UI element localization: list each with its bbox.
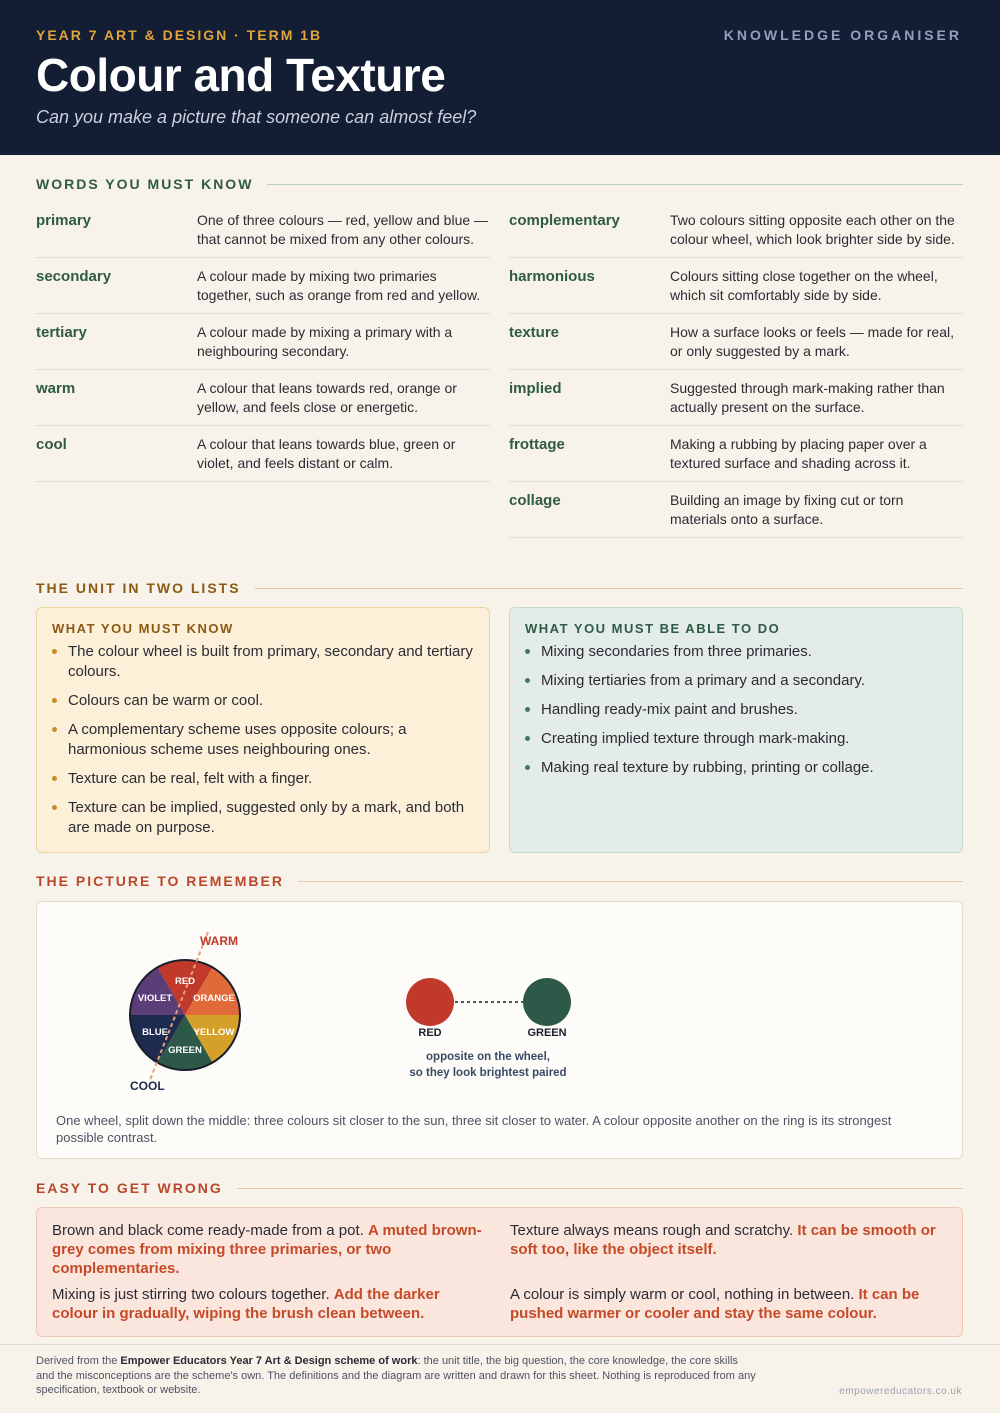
list-item-text: Creating implied texture through mark-making. <box>541 730 850 747</box>
must-know-box <box>36 607 490 853</box>
must-do-title: WHAT YOU MUST BE ABLE TO DO <box>525 621 781 636</box>
page-title: Colour and Texture <box>36 49 446 101</box>
pair-label-red: RED <box>418 1027 442 1039</box>
footer-pre: Derived from the <box>36 1355 121 1367</box>
list-item <box>52 691 474 711</box>
wheel-label-orange: ORANGE <box>193 993 235 1004</box>
vocab-row <box>509 258 963 314</box>
pair-caption-line-2: so they look brightest paired <box>409 1067 567 1079</box>
bullet-icon <box>52 805 57 810</box>
list-item <box>525 700 947 720</box>
vocab-term: harmonious <box>509 268 595 285</box>
vocab-term: complementary <box>509 212 620 229</box>
page-subtitle: Can you make a picture that someone can almost feel? <box>36 107 477 127</box>
list-item-text: Mixing secondaries from three primaries. <box>541 643 812 660</box>
warm-label: WARM <box>200 934 238 948</box>
list-item <box>525 642 947 662</box>
section-heading-lists <box>36 578 963 598</box>
cool-label: COOL <box>130 1079 165 1093</box>
vocab-column-left <box>36 202 490 482</box>
section-title-lists: THE UNIT IN TWO LISTS <box>36 580 241 596</box>
vocab-definition: Two colours sitting opposite each other on the colour wheel, which look brighter side by side. <box>670 212 955 247</box>
vocab-definition: Suggested through mark-making rather than actually present on the surface. <box>670 380 945 415</box>
bullet-icon <box>52 776 57 781</box>
wheel-label-green: GREEN <box>168 1045 202 1056</box>
pair-swatch-red <box>406 978 454 1026</box>
footer-url: empowereducators.co.uk <box>839 1386 962 1397</box>
vocab-term: primary <box>36 212 92 229</box>
misconception-myth: Brown and black come ready-made from a pot. <box>52 1222 364 1239</box>
misconception-item <box>52 1221 484 1278</box>
list-item <box>525 758 947 778</box>
list-item <box>52 769 474 789</box>
vocab-definition: A colour that leans towards blue, green or violet, and feels distant or calm. <box>197 436 456 471</box>
list-item-text: Making real texture by rubbing, printing or collage. <box>541 759 874 776</box>
section-title-wrong: EASY TO GET WRONG <box>36 1180 223 1196</box>
vocab-term: secondary <box>36 268 112 285</box>
pair-label-green: GREEN <box>527 1027 567 1039</box>
list-item-text: Mixing tertiaries from a primary and a secondary. <box>541 672 866 689</box>
vocab-definition: Making a rubbing by placing paper over a textured surface and shading across it. <box>670 436 927 471</box>
section-heading-picture <box>36 871 963 891</box>
misconception-fix: A muted brown-grey comes from mixing three primaries, or two complementaries. <box>52 1222 482 1277</box>
diagram-caption: One wheel, split down the middle: three colours sit closer to the sun, three sit closer to water. A colour opposite another on the ring is its strongest possible contrast. <box>56 1113 892 1145</box>
vocab-definition: One of three colours — red, yellow and blue — that cannot be mixed from any other colours. <box>197 212 489 247</box>
course-kicker: YEAR 7 ART & DESIGN · TERM 1B <box>36 27 323 43</box>
vocab-definition: A colour that leans towards red, orange or yellow, and feels close or energetic. <box>197 380 457 415</box>
misconception-fix: It can be smooth or soft too, like the object itself. <box>510 1222 936 1258</box>
vocab-row <box>36 426 490 482</box>
vocab-row <box>509 202 963 258</box>
section-rule <box>255 588 963 589</box>
pair-caption-line-1: opposite on the wheel, <box>426 1051 550 1063</box>
wheel-label-yellow: YELLOW <box>193 1027 235 1038</box>
diagram-panel <box>36 901 963 1159</box>
vocab-term: warm <box>36 380 76 397</box>
document-type-badge: KNOWLEDGE ORGANISER <box>723 27 962 43</box>
bullet-icon <box>525 765 530 770</box>
misconception-myth: Texture always means rough and scratchy. <box>510 1222 794 1239</box>
section-title-picture: THE PICTURE TO REMEMBER <box>36 873 284 889</box>
vocab-term: tertiary <box>36 324 87 341</box>
misconception-item <box>52 1285 484 1323</box>
list-item-text: The colour wheel is built from primary, secondary and tertiary colours. <box>68 643 473 680</box>
footer-divider <box>0 1344 1000 1345</box>
bullet-icon <box>525 736 530 741</box>
vocab-row <box>36 258 490 314</box>
list-item-text: Handling ready-mix paint and brushes. <box>541 701 798 718</box>
bullet-icon <box>525 707 530 712</box>
misconception-fix: Add the darker colour in gradually, wiping the brush clean between. <box>52 1286 440 1322</box>
misconception-item <box>510 1285 942 1323</box>
header-banner <box>0 0 1000 155</box>
misconception-myth: A colour is simply warm or cool, nothing in between. <box>510 1286 855 1303</box>
vocab-term: frottage <box>509 436 565 453</box>
colour-diagram <box>37 902 962 1107</box>
vocab-row <box>509 370 963 426</box>
bullet-icon <box>525 649 530 654</box>
footer-attribution <box>36 1354 756 1398</box>
list-item-text: A complementary scheme uses opposite colours; a harmonious scheme uses neighbouring ones. <box>68 721 407 758</box>
vocab-row <box>509 482 963 538</box>
must-do-box <box>509 607 963 853</box>
list-item <box>525 729 947 749</box>
section-title-words: WORDS YOU MUST KNOW <box>36 176 254 192</box>
list-item-text: Texture can be implied, suggested only by a mark, and both are made on purpose. <box>68 799 465 836</box>
vocab-row <box>36 370 490 426</box>
list-item <box>52 798 474 838</box>
vocab-definition: How a surface looks or feels — made for real, or only suggested by a mark. <box>670 324 955 359</box>
complementary-pair <box>406 978 571 1079</box>
wheel-label-violet: VIOLET <box>137 993 173 1004</box>
vocab-definition: A colour made by mixing two primaries together, such as orange from red and yellow. <box>197 268 481 303</box>
pair-swatch-green <box>523 978 571 1026</box>
colour-wheel <box>130 932 240 1093</box>
misconception-item <box>510 1221 942 1259</box>
list-item <box>52 720 474 760</box>
vocab-term: implied <box>509 380 562 397</box>
section-heading-wrong <box>36 1178 963 1198</box>
list-item-text: Texture can be real, felt with a finger. <box>68 770 313 787</box>
vocab-row <box>36 202 490 258</box>
vocab-definition: Colours sitting close together on the wheel, which sit comfortably side by side. <box>670 268 938 303</box>
vocab-row <box>36 314 490 370</box>
bullet-icon <box>52 727 57 732</box>
section-rule <box>298 881 963 882</box>
vocab-definition: Building an image by fixing cut or torn materials onto a surface. <box>670 492 904 527</box>
vocab-term: collage <box>509 492 561 509</box>
section-rule <box>267 184 963 185</box>
vocab-row <box>509 314 963 370</box>
footer-source: Empower Educators Year 7 Art & Design scheme of work <box>120 1355 418 1367</box>
misconception-myth: Mixing is just stirring two colours together. <box>52 1286 330 1303</box>
bullet-icon <box>52 698 57 703</box>
list-item-text: Colours can be warm or cool. <box>68 692 264 709</box>
list-item <box>52 642 474 682</box>
must-know-title: WHAT YOU MUST KNOW <box>52 621 234 636</box>
vocab-term: cool <box>36 436 67 453</box>
vocab-column-right <box>509 202 963 538</box>
bullet-icon <box>525 678 530 683</box>
footer-post: : the unit title, the big question, the core knowledge, the core skills and the misconceptions are the scheme's own. The definitions and the diagram are written and drawn for this sheet. Nothing is reproduced from any specification, textbook or website. <box>36 1355 756 1396</box>
vocab-term: texture <box>509 324 560 341</box>
wheel-label-blue: BLUE <box>142 1027 168 1038</box>
wheel-label-red: RED <box>174 976 196 987</box>
bullet-icon <box>52 649 57 654</box>
misconceptions-box <box>36 1207 963 1337</box>
section-rule <box>237 1188 963 1189</box>
vocab-definition: A colour made by mixing a primary with a neighbouring secondary. <box>197 324 453 359</box>
misconception-fix: It can be pushed warmer or cooler and stay the same colour. <box>510 1286 920 1322</box>
section-heading-words <box>36 174 963 194</box>
vocab-row <box>509 426 963 482</box>
list-item <box>525 671 947 691</box>
